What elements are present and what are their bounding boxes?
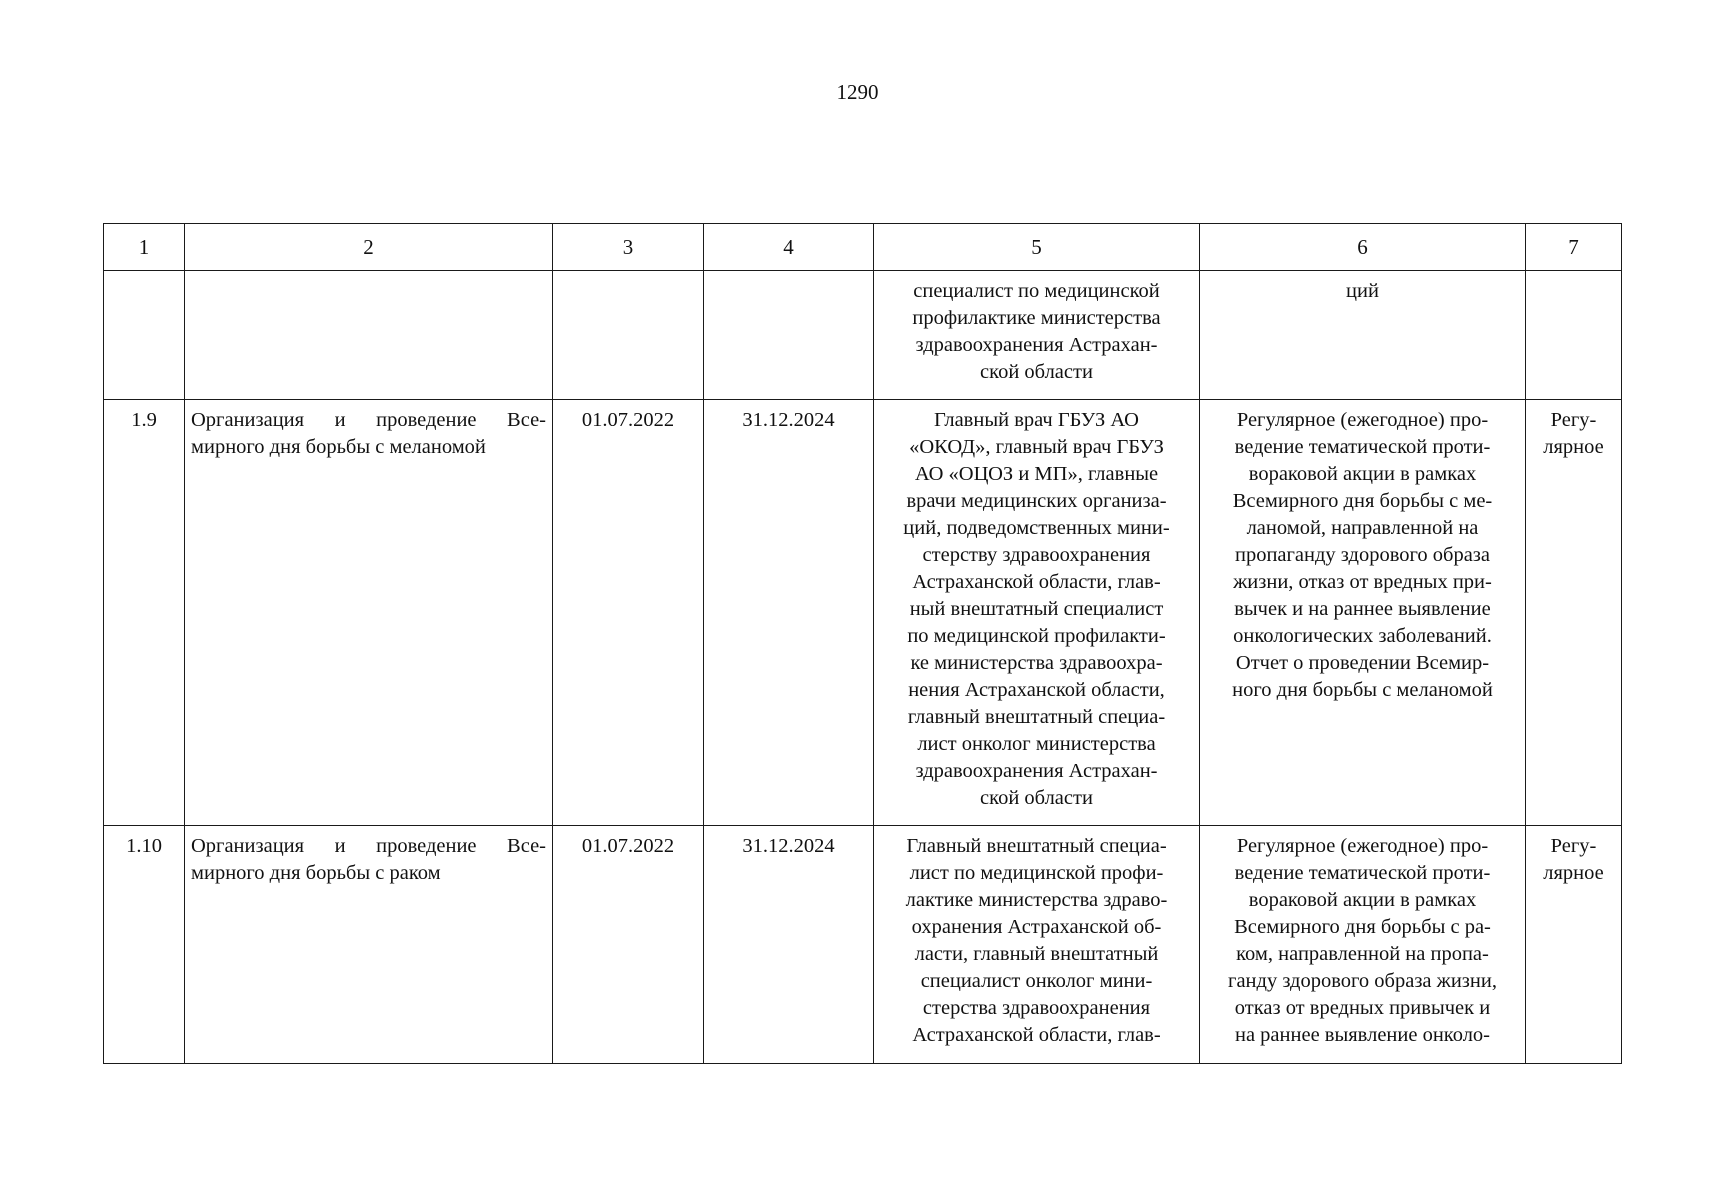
event-name-cell	[185, 826, 553, 1064]
text-line: ской области	[980, 361, 1093, 383]
end-date-cell	[704, 400, 874, 826]
continuation-row	[104, 271, 1622, 400]
text-line: по медицинской профилакти-	[907, 625, 1166, 647]
result-cell	[1200, 826, 1526, 1064]
text-line: Всемирного дня борьбы с ра-	[1234, 916, 1491, 938]
table-cell	[104, 271, 185, 400]
text-line: ведение тематической проти-	[1234, 862, 1491, 884]
text-line: ганду здорового образа жизни,	[1228, 970, 1497, 992]
result-cell	[1200, 400, 1526, 826]
text-line: врачи медицинских организа-	[906, 490, 1167, 512]
text-line: онкологических заболеваний.	[1233, 625, 1492, 647]
start-date-cell	[553, 400, 704, 826]
text-line: Регулярное (ежегодное) про-	[1236, 835, 1489, 857]
table-row	[104, 400, 1622, 826]
responsible-cell	[874, 271, 1200, 400]
responsible-cell	[874, 826, 1200, 1064]
text-line: Регулярное (ежегодное) про-	[1236, 409, 1489, 431]
column-number: 1	[104, 224, 185, 271]
end-date: 31.12.2024	[742, 409, 835, 431]
text-line: ской области	[980, 787, 1093, 809]
text-line: Регу-	[1550, 409, 1597, 431]
end-date: 31.12.2024	[742, 835, 835, 857]
text-line: Регу-	[1550, 835, 1597, 857]
text-line: нения Астраханской области,	[908, 679, 1165, 701]
column-number: 2	[185, 224, 553, 271]
text-line: Организация и проведение Все-	[191, 835, 546, 857]
text-line: мирного дня борьбы с раком	[191, 862, 441, 884]
periodicity-cell	[1526, 826, 1622, 1064]
column-number: 4	[704, 224, 874, 271]
text-line: мирного дня борьбы с меланомой	[191, 436, 486, 458]
text-line: лист онколог министерства	[917, 733, 1156, 755]
text-line: Астраханской области, глав-	[912, 1024, 1161, 1046]
text-line: ный внештатный специалист	[909, 598, 1164, 620]
text-line: вычек и на раннее выявление	[1234, 598, 1491, 620]
text-line: вораковой акции в рамках	[1248, 889, 1477, 911]
text-line: ного дня борьбы с меланомой	[1232, 679, 1493, 701]
text-line: ке министерства здравоохра-	[910, 652, 1163, 674]
table-row	[104, 826, 1622, 1064]
column-number: 5	[874, 224, 1200, 271]
text-line: пропаганду здорового образа	[1234, 544, 1491, 566]
text-line: ций	[1346, 280, 1379, 302]
text-line: Всемирного дня борьбы с ме-	[1232, 490, 1493, 512]
text-line: Главный врач ГБУЗ АО	[934, 409, 1139, 431]
text-line: АО «ОЦОЗ и МП», главные	[914, 463, 1159, 485]
text-line: ведение тематической проти-	[1234, 436, 1491, 458]
event-name-cell	[185, 400, 553, 826]
page-number: 1290	[836, 80, 879, 104]
text-line: лист по медицинской профи-	[909, 862, 1164, 884]
result-cell	[1200, 271, 1526, 400]
text-line: отказ от вредных привычек и	[1234, 997, 1491, 1019]
text-line: жизни, отказ от вредных при-	[1233, 571, 1492, 593]
text-line: лярное	[1543, 436, 1604, 458]
text-line: ций, подведомственных мини-	[903, 517, 1170, 539]
table-cell	[1526, 271, 1622, 400]
column-number-row	[104, 224, 1622, 271]
text-line: охранения Астраханской об-	[911, 916, 1162, 938]
text-line: Главный внештатный специа-	[906, 835, 1167, 857]
text-line: Отчет о проведении Всемир-	[1235, 652, 1490, 674]
start-date-cell	[553, 826, 704, 1064]
text-line: ланомой, направленной на	[1246, 517, 1479, 539]
plan-table	[103, 223, 1622, 1064]
row-number-cell	[104, 400, 185, 826]
start-date: 01.07.2022	[581, 835, 675, 857]
text-line: ласти, главный внештатный	[914, 943, 1159, 965]
text-line: здравоохранения Астрахан-	[915, 760, 1158, 782]
column-number: 6	[1200, 224, 1526, 271]
table-cell	[553, 271, 704, 400]
text-line: здравоохранения Астрахан-	[915, 334, 1158, 356]
text-line: лактике министерства здраво-	[905, 889, 1168, 911]
text-line: на раннее выявление онколо-	[1234, 1024, 1491, 1046]
end-date-cell	[704, 826, 874, 1064]
text-line: Астраханской области, глав-	[912, 571, 1161, 593]
text-line: «ОКОД», главный врач ГБУЗ	[909, 436, 1164, 458]
responsible-cell	[874, 400, 1200, 826]
table-cell	[704, 271, 874, 400]
text-line: ком, направленной на пропа-	[1236, 943, 1489, 965]
text-line: специалист онколог мини-	[920, 970, 1153, 992]
text-line: лярное	[1543, 862, 1604, 884]
column-number: 7	[1526, 224, 1622, 271]
text-line: Организация и проведение Все-	[191, 409, 546, 431]
periodicity-cell	[1526, 400, 1622, 826]
table-cell	[185, 271, 553, 400]
start-date: 01.07.2022	[581, 409, 675, 431]
text-line: профилактике министерства	[912, 307, 1161, 329]
text-line: стерству здравоохранения	[922, 544, 1151, 566]
row-number-cell	[104, 826, 185, 1064]
text-line: специалист по медицинской	[913, 280, 1160, 302]
column-number: 3	[553, 224, 704, 271]
text-line: вораковой акции в рамках	[1248, 463, 1477, 485]
row-number: 1.9	[131, 409, 157, 431]
text-line: стерства здравоохранения	[922, 997, 1151, 1019]
row-number: 1.10	[126, 835, 162, 857]
text-line: главный внештатный специа-	[907, 706, 1166, 728]
